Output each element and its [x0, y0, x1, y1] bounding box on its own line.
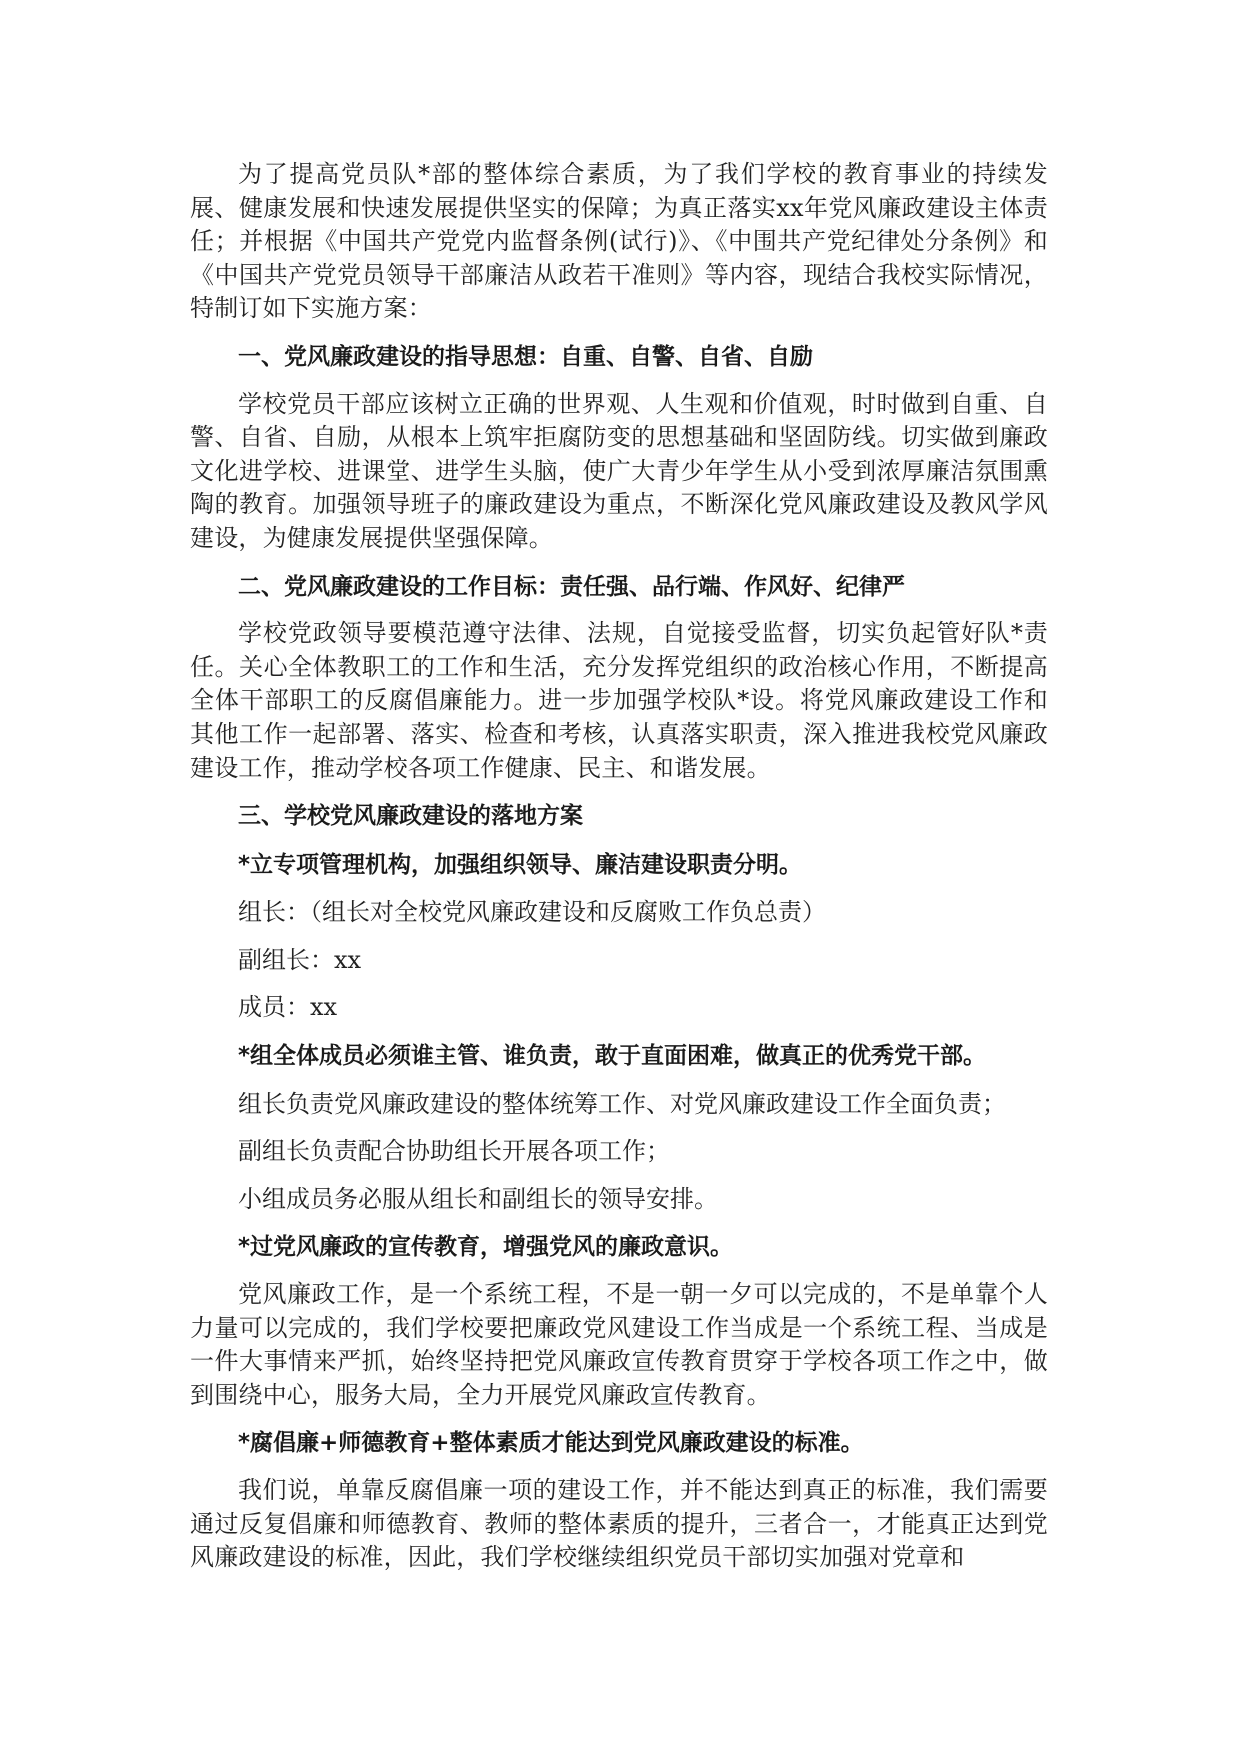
section2-heading: 二、党风廉政建设的工作目标：责任强、品行端、作风好、纪律严: [238, 573, 905, 600]
document-body: [190, 158, 1048, 1575]
sub2-heading: *组全体成员必须谁主管、谁负责，敢于直面困难，做真正的优秀党干部。: [238, 1043, 987, 1070]
duty-line-2: 副组长负责配合协助组长开展各项工作；: [238, 1137, 670, 1166]
section2-paragraph: 学校党政领导要模范遵守法律、法规，自觉接受监督，切实负起管好队*责任。关心全体教职工的工作和生活，充分发挥党组织的政治核心作用，不断提高全体干部职工的反腐倡廉能力。进一步加强学校队*设。将党风廉政建设工作和其他工作一起部署、落实、检查和考核，认真落实职责，深入推进我校党风廉政建设工作，推动学校各项工作健康、民主、和谐发展。: [190, 619, 1048, 782]
sub3-paragraph: 党风廉政工作，是一个系统工程，不是一朝一夕可以完成的，不是单靠个人力量可以完成的，我们学校要把廉政党风建设工作当成是一个系统工程、当成是一件大事情来严抓，始终坚持把党风廉政宣传教育贯穿于学校各项工作之中，做到围绕中心，服务大局，全力开展党风廉政宣传教育。: [190, 1280, 1048, 1409]
intro-paragraph: 为了提高党员队*部的整体综合素质，为了我们学校的教育事业的持续发展、健康发展和快速发展提供坚实的保障；为真正落实xx年党风廉政建设主体责任；并根据《中国共产党党内监督条例(试行)》、《中围共产党纪律处分条例》和《中国共产党党员领导干部廉洁从政若干准则》等内容，现结合我校实际情况，特制订如下实施方案：: [190, 160, 1048, 323]
duty-line-3: 小组成员务必服从组长和副组长的领导安排。: [238, 1184, 718, 1213]
section1-paragraph: 学校党员干部应该树立正确的世界观、人生观和价值观，时时做到自重、自警、自省、自励，从根本上筑牢拒腐防变的思想基础和坚固防线。切实做到廉政文化进学校、进课堂、进学生头脑，使广大青少年学生从小受到浓厚廉洁氛围熏陶的教育。加强领导班子的廉政建设为重点，不断深化党风廉政建设及教风学风建设，为健康发展提供坚强保障。: [190, 389, 1048, 552]
deputy-line: 副组长：xx: [238, 945, 362, 974]
members-line: 成员：xx: [238, 993, 338, 1022]
section3-heading: 三、学校党风廉政建设的落地方案: [238, 803, 583, 830]
sub3-heading: *过党风廉政的宣传教育，增强党风的廉政意识。: [238, 1234, 734, 1261]
leader-line: 组长：（组长对全校党风廉政建设和反腐败工作负总责）: [238, 898, 826, 927]
sub4-heading: *腐倡廉+师德教育+整体素质才能达到党风廉政建设的标准。: [238, 1430, 864, 1457]
sub4-paragraph: 我们说，单靠反腐倡廉一项的建设工作，并不能达到真正的标准，我们需要通过反复倡廉和师德教育、教师的整体素质的提升，三者合一，才能真正达到党风廉政建设的标准，因此，我们学校继续组织党员干部切实加强对党章和: [190, 1476, 1048, 1572]
duty-line-1: 组长负责党风廉政建设的整体统筹工作、对党风廉政建设工作全面负责；: [238, 1089, 1006, 1118]
sub1-heading: *立专项管理机构，加强组织领导、廉洁建设职责分明。: [238, 851, 803, 878]
section1-heading: 一、党风廉政建设的指导思想：自重、自警、自省、自励: [238, 343, 813, 370]
